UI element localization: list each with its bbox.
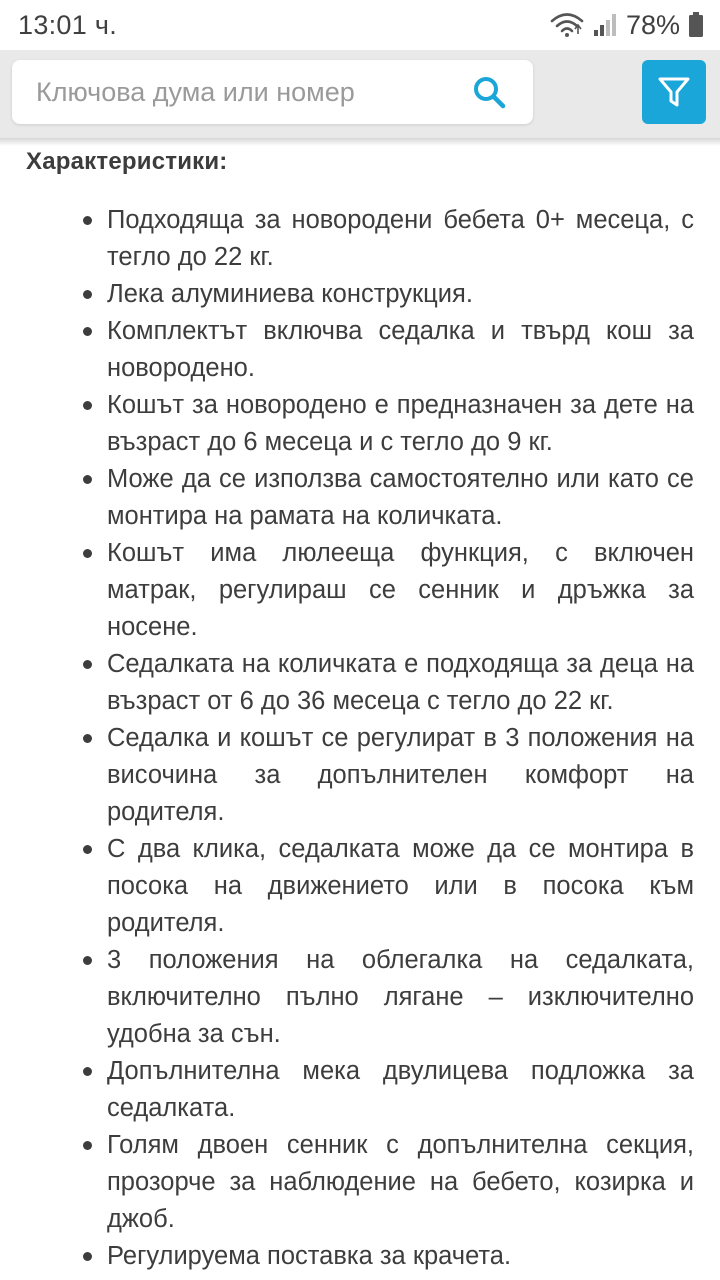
bullet-icon — [83, 956, 92, 965]
signal-icon — [592, 12, 618, 38]
feature-item — [0, 387, 720, 461]
search-placeholder: Ключова дума или номер — [36, 76, 355, 107]
feature-item — [0, 1238, 720, 1275]
header-shadow — [0, 138, 720, 146]
feature-item — [0, 646, 720, 720]
feature-text: Регулируема поставка за крачета. — [107, 1242, 512, 1270]
feature-text: С два клика, седалката може да се монтира в посока на движението или в посока към родителя. — [107, 835, 694, 937]
search-icon[interactable] — [457, 60, 521, 124]
feature-text: Голям двоен сенник с допълнителна секция, прозорче за наблюдение на бебето, козирка и джоб. — [107, 1131, 694, 1233]
feature-item — [0, 1127, 720, 1238]
feature-item — [0, 1053, 720, 1127]
feature-text: Допълнителна мека двулицева подложка за седалката. — [107, 1057, 694, 1122]
feature-text: Седалката на количката е подходяща за деца на възраст от 6 до 36 месеца с тегло до 22 кг. — [107, 650, 694, 715]
bullet-icon — [83, 1067, 92, 1076]
bullet-icon — [83, 290, 92, 299]
battery-icon — [688, 12, 704, 38]
wifi-icon — [550, 12, 584, 38]
filter-icon — [656, 74, 692, 110]
bullet-icon — [83, 660, 92, 669]
feature-text: Лека алуминиева конструкция. — [107, 280, 473, 308]
feature-text: Може да се използва самостоятелно или като се монтира на рамата на количката. — [107, 465, 694, 530]
bullet-icon — [83, 1141, 92, 1150]
filter-button[interactable] — [642, 60, 706, 124]
bullet-icon — [83, 327, 92, 336]
battery-percentage: 78% — [625, 9, 680, 40]
bullet-icon — [83, 216, 92, 225]
search-header — [0, 50, 720, 138]
status-time: 13:01 ч. — [18, 9, 118, 40]
feature-item — [0, 313, 720, 387]
search-input[interactable] — [12, 60, 533, 124]
feature-item — [0, 276, 720, 313]
feature-text: Комплектът включва седалка и твърд кош за новородено. — [107, 317, 694, 382]
feature-item — [0, 831, 720, 942]
bullet-icon — [83, 475, 92, 484]
feature-text: Подходяща за новородени бебета 0+ месеца, с тегло до 22 кг. — [107, 206, 694, 271]
status-icons — [550, 10, 704, 41]
bullet-icon — [83, 1252, 92, 1261]
bullet-icon — [83, 549, 92, 558]
feature-item — [0, 720, 720, 831]
feature-text: 3 положения на облегалка на седалката, включително пълно лягане – изключително удобна за сън. — [107, 946, 694, 1048]
feature-item — [0, 461, 720, 535]
section-title: Характеристики: — [26, 148, 228, 175]
features-list — [0, 202, 720, 1275]
bullet-icon — [83, 401, 92, 410]
feature-text: Кошът има люлееща функция, с включен матрак, регулираш се сенник и дръжка за носене. — [107, 539, 694, 641]
status-bar — [0, 0, 720, 50]
feature-item — [0, 535, 720, 646]
feature-item — [0, 942, 720, 1053]
bullet-icon — [83, 734, 92, 743]
feature-text: Кошът за новородено е предназначен за дете на възраст до 6 месеца и с тегло до 9 кг. — [107, 391, 694, 456]
bullet-icon — [83, 845, 92, 854]
feature-text: Седалка и кошът се регулират в 3 положения на височина за допълнителен комфорт на родителя. — [107, 724, 694, 826]
feature-item — [0, 202, 720, 276]
